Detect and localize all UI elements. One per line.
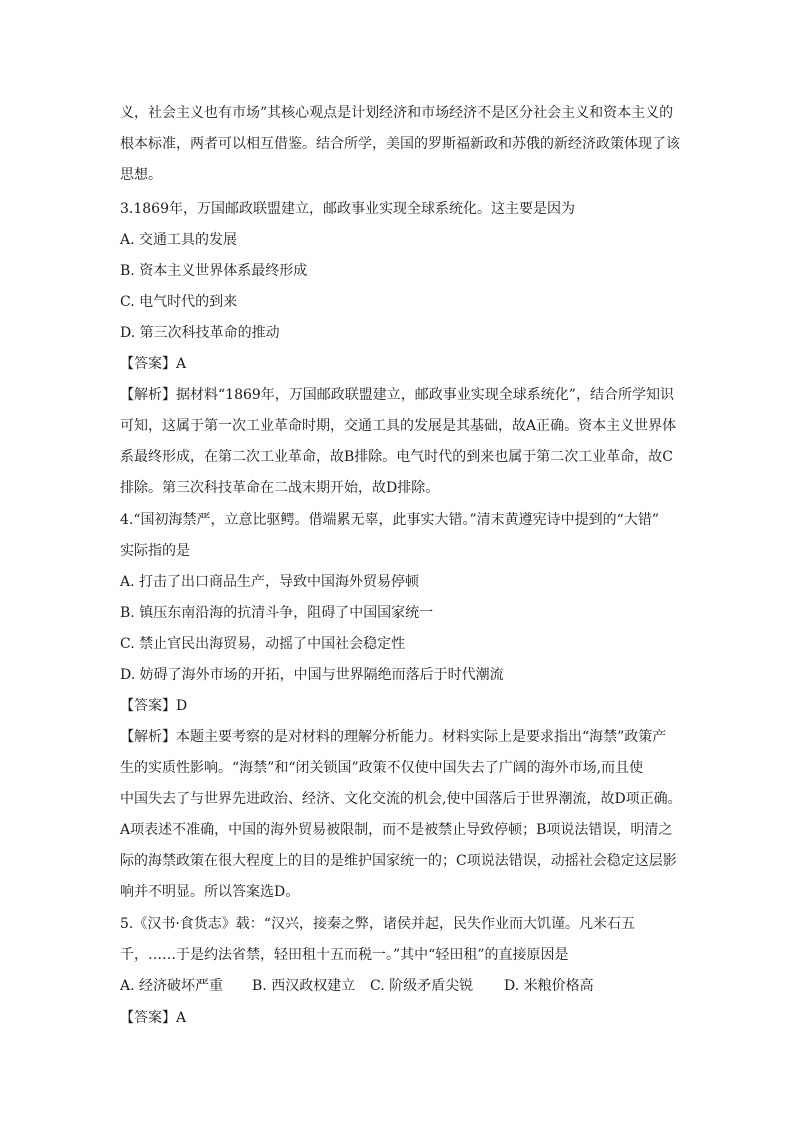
q5-answer: 【答案】A <box>120 1010 187 1026</box>
intro-line-2: 根本标准，两者可以相互借鉴。结合所学，美国的罗斯福新政和苏俄的新经济政策体现了该 <box>120 136 680 152</box>
intro-line-1: 义，社会主义也有市场”其核心观点是计划经济和市场经济不是区分社会主义和资本主义的 <box>120 105 674 121</box>
q4-analysis-line-6: 响并不明显。所以答案选D。 <box>120 884 300 900</box>
q4-analysis-line-4: A项表述不准确，中国的海外贸易被限制，而不是被禁止导致停顿；B项说法错误，明清之 <box>120 822 673 838</box>
q3-option-a: A. 交通工具的发展 <box>120 232 238 248</box>
q4-option-c: C. 禁止官民出海贸易，动摇了中国社会稳定性 <box>120 636 406 652</box>
q5-option-a: A. 经济破坏严重 <box>120 978 224 994</box>
q4-analysis-line-2: 生的实质性影响。“海禁”和“闭关锁国”政策不仅使中国失去了广阔的海外市场,而且使 <box>120 760 644 776</box>
q4-option-b: B. 镇压东南沿海的抗清斗争，阻碍了中国国家统一 <box>120 605 434 621</box>
q5-option-d: D. 米粮价格高 <box>504 978 594 994</box>
q4-analysis-line-3: 中国失去了与世界先进政治、经济、文化交流的机会,使中国落后于世界潮流，故D项正确。 <box>120 791 682 807</box>
q3-answer: 【答案】A <box>120 356 187 372</box>
q4-option-a: A. 打击了出口商品生产，导致中国海外贸易停顿 <box>120 574 420 590</box>
q4-analysis-line-1: 【解析】本题主要考察的是对材料的理解分析能力。材料实际上是要求指出“海禁”政策产 <box>120 729 667 745</box>
q3-stem: 3.1869年，万国邮政联盟建立，邮政事业实现全球系统化。这主要是因为 <box>120 201 575 217</box>
q5-option-c: C. 阶级矛盾尖锐 <box>370 978 474 994</box>
q4-option-d: D. 妨碍了海外市场的开拓，中国与世界隔绝而落后于时代潮流 <box>120 667 504 683</box>
q4-answer: 【答案】D <box>120 698 188 714</box>
q3-option-c: C. 电气时代的到来 <box>120 294 238 310</box>
q3-analysis-line-2: 可知，这属于第一次工业革命时期，交通工具的发展是其基础，故A正确。资本主义世界体 <box>120 418 677 434</box>
q3-option-b: B. 资本主义世界体系最终形成 <box>120 263 308 279</box>
q4-analysis-line-5: 际的海禁政策在很大程度上的目的是维护国家统一的；C项说法错误，动摇社会稳定这层影 <box>120 853 677 869</box>
q3-analysis-line-3: 系最终形成，在第二次工业革命，故B排除。电气时代的到来也属于第二次工业革命，故C <box>120 449 673 465</box>
q3-option-d: D. 第三次科技革命的推动 <box>120 325 280 341</box>
q3-analysis-line-4: 排除。第三次科技革命在二战末期开始，故D排除。 <box>120 480 440 496</box>
q5-option-b: B. 西汉政权建立 <box>252 978 356 994</box>
intro-line-3: 思想。 <box>120 167 162 183</box>
q5-options-row <box>120 976 680 996</box>
q5-stem-line-1: 5.《汉书·食货志》载：“汉兴，接秦之弊，诸侯并起，民失作业而大饥谨。凡米石五 <box>120 916 635 932</box>
q5-stem-line-2: 千，……于是约法省禁，轻田租十五而税一。”其中“轻田租”的直接原因是 <box>120 947 569 963</box>
q3-analysis-line-1: 【解析】据材料“1869年，万国邮政联盟建立，邮政事业实现全球系统化”，结合所学知识 <box>120 387 674 403</box>
q4-stem-line-2: 实际指的是 <box>120 543 190 559</box>
q4-stem-line-1: 4.“国初海禁严，立意比驱鳄。借端累无辜，此事实大错。”清末黄遵宪诗中提到的“大错” <box>120 512 659 528</box>
